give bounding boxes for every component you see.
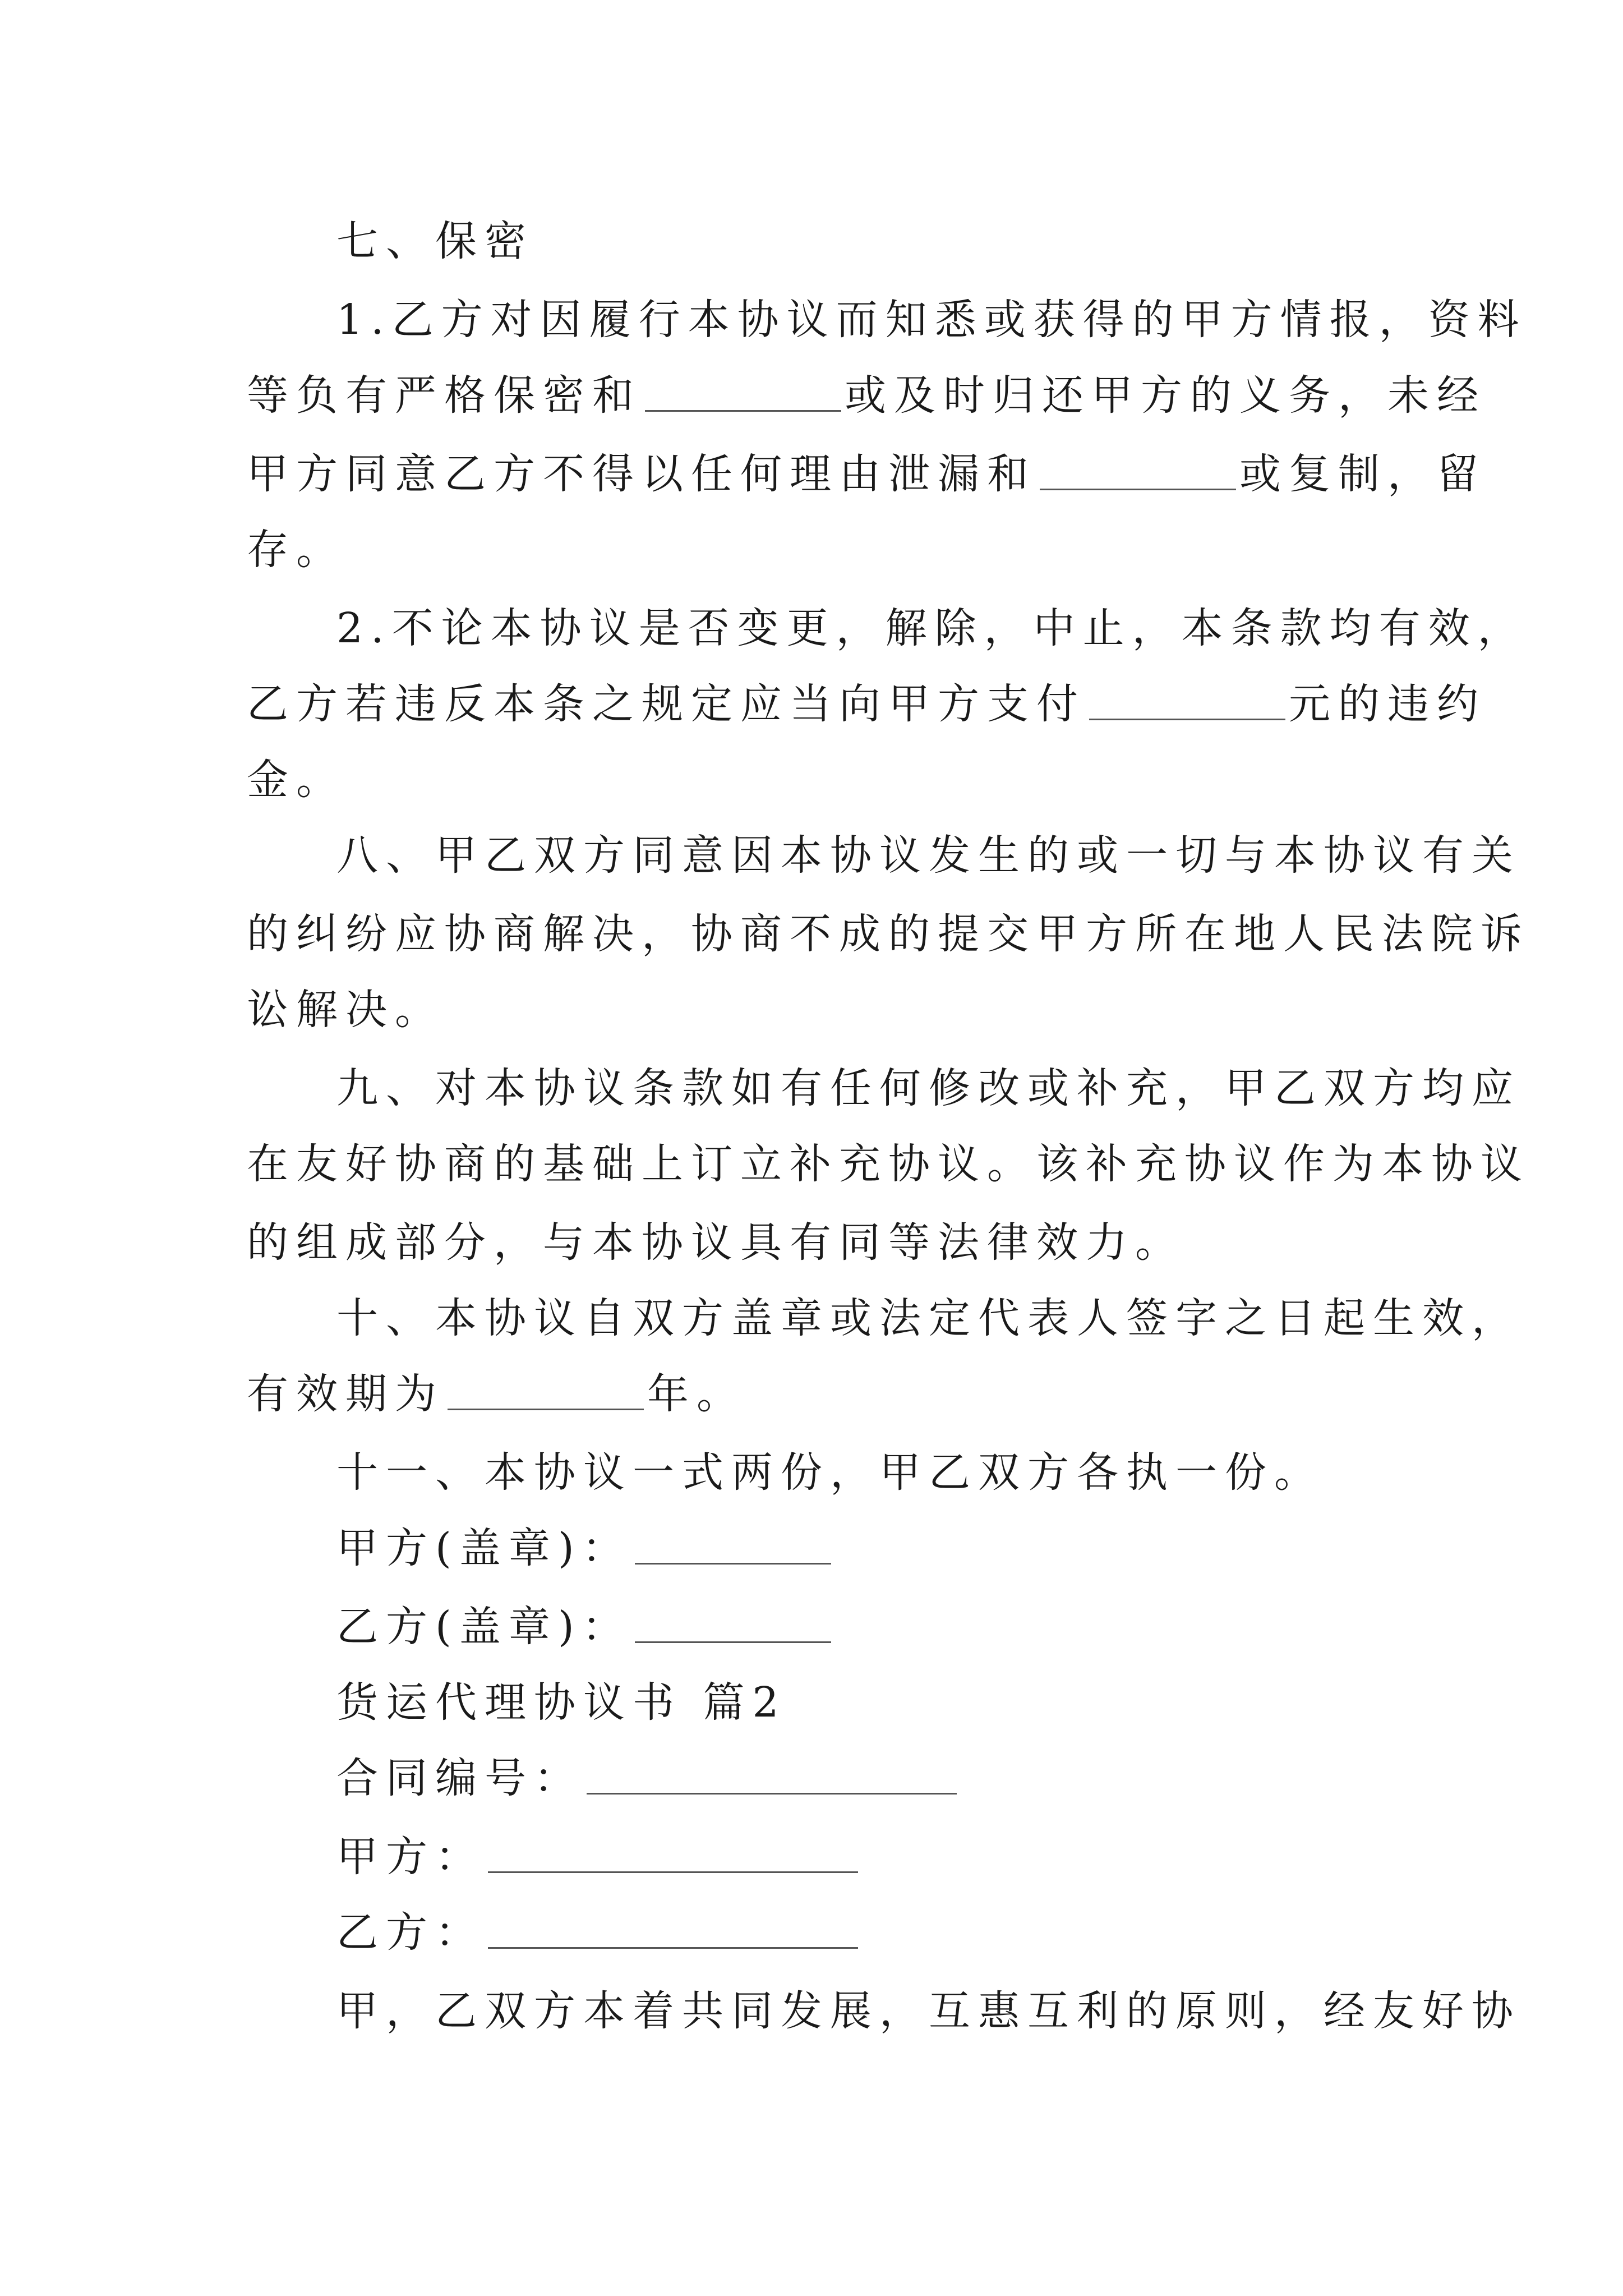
section-9-line-2: 在友好协商的基础上订立补充协议。该补充协议作为本协议: [247, 1140, 1530, 1188]
section-2-title: 货运代理协议书 篇2: [336, 1678, 787, 1727]
clause-1-line-2: 等负有严格保密和 或及时归还甲方的义务，未经: [247, 371, 1486, 420]
signature-blank: [635, 1602, 831, 1643]
party-a-seal-line: 甲方(盖章)：: [336, 1520, 1385, 1576]
party-b-line: 乙方：: [336, 1904, 1385, 1961]
blank-field: [1040, 449, 1236, 490]
clause-1-line-1: 1.乙方对因履行本协议而知悉或获得的甲方情报，资料: [336, 296, 1527, 344]
party-a-line: 甲方：: [336, 1829, 1385, 1885]
blank-field: [488, 1908, 858, 1949]
clause-2-line-3: 金。: [247, 756, 345, 804]
contract-number-line: 合同编号：: [336, 1750, 1385, 1806]
clause-2-line-2: 乙方若违反本条之规定应当向甲方支付 元的违约: [247, 680, 1486, 728]
section-9-line-1: 九、对本协议条款如有任何修改或补充，甲乙双方均应: [336, 1064, 1521, 1112]
blank-field: [1089, 679, 1285, 720]
section-11: 十一、本协议一式两份，甲乙双方各执一份。: [336, 1448, 1324, 1497]
signature-blank: [635, 1524, 831, 1565]
blank-field: [448, 1369, 644, 1410]
section-8-line-3: 讼解决。: [247, 986, 444, 1034]
intro-paragraph: 甲，乙双方本着共同发展，互惠互利的原则，经友好协: [336, 1987, 1521, 2035]
section-8-line-1: 八、甲乙双方同意因本协议发生的或一切与本协议有关: [336, 831, 1521, 880]
clause-1-line-4: 存。: [247, 526, 345, 574]
section-7-title: 七、保密: [336, 217, 534, 265]
blank-field: [488, 1832, 858, 1873]
party-b-seal-line: 乙方(盖章)：: [336, 1599, 1385, 1655]
clause-2-line-1: 2.不论本协议是否变更，解除，中止，本条款均有效，: [336, 604, 1527, 652]
section-8-line-2: 的纠纷应协商解决，协商不成的提交甲方所在地人民法院诉: [247, 910, 1530, 958]
clause-1-line-3: 甲方同意乙方不得以任何理由泄漏和 或复制，留: [247, 450, 1486, 498]
blank-field: [587, 1754, 957, 1795]
section-9-line-3: 的组成部分，与本协议具有同等法律效力。: [247, 1218, 1184, 1267]
section-10-line-2: 有效期为 年。: [247, 1370, 746, 1418]
section-10-line-1: 十、本协议自双方盖章或法定代表人签字之日起生效，: [336, 1294, 1521, 1342]
blank-field: [645, 371, 841, 412]
